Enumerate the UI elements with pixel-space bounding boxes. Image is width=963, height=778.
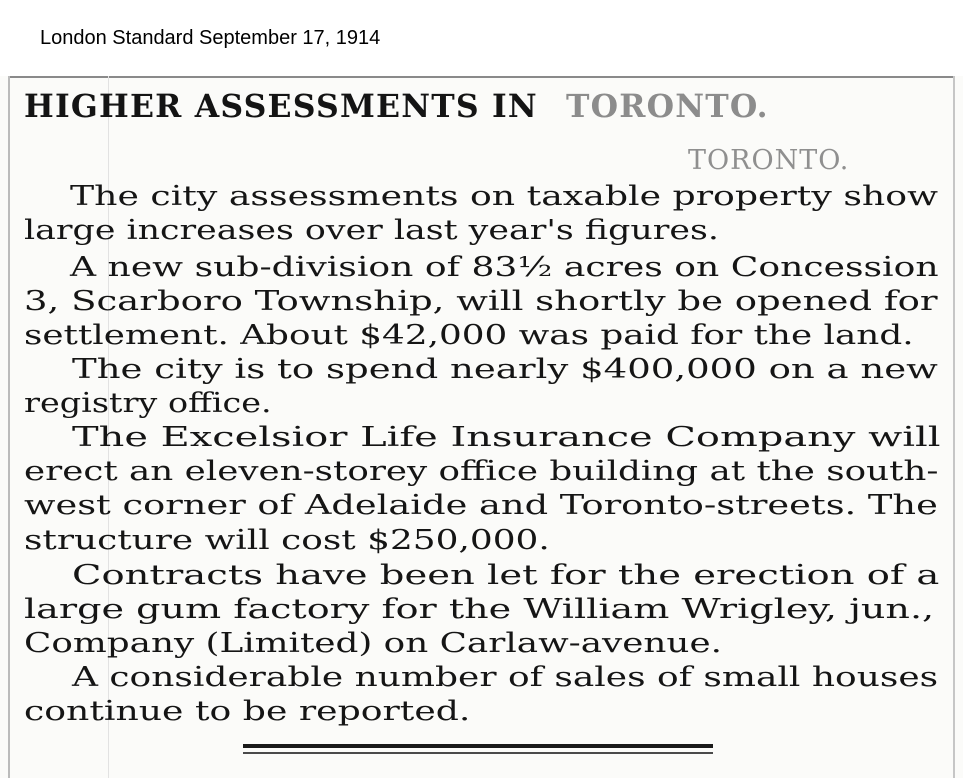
article-line: erect an eleven-storey office building at the south- <box>24 455 939 487</box>
article-line: settlement. About $42,000 was paid for the land. <box>24 319 914 351</box>
article-line: structure will cost $250,000. <box>24 524 550 556</box>
clipping-caption: London Standard September 17, 1914 <box>40 27 381 49</box>
article-headline <box>24 88 769 125</box>
article-line: west corner of Adelaide and Toronto-streets. The <box>24 489 938 521</box>
article-line: registry office. <box>24 387 272 419</box>
newspaper-clipping <box>0 76 963 778</box>
article-line: The Excelsior Life Insurance Company will <box>72 421 941 453</box>
end-rule-thin <box>243 752 713 754</box>
end-rule-thick <box>243 744 713 748</box>
article-line: A new sub-division of 83½ acres on Concession <box>70 251 939 283</box>
headline-place: TORONTO. <box>565 88 769 125</box>
article-line: 3, Scarboro Township, will shortly be opened for <box>24 285 938 317</box>
article-line: The city assessments on taxable property show <box>70 180 939 212</box>
article-line: large increases over last year's figures. <box>24 214 719 246</box>
headline-main: HIGHER ASSESSMENTS IN <box>24 88 538 125</box>
left-border <box>8 76 10 778</box>
article-line: continue to be reported. <box>24 695 471 727</box>
article-line: Company (Limited) on Carlaw-avenue. <box>24 627 722 659</box>
article-line: large gum factory for the William Wrigley, jun., <box>24 593 935 625</box>
right-border <box>953 76 955 778</box>
top-rule <box>8 76 955 78</box>
article-line: The city is to spend nearly $400,000 on a new <box>72 353 938 385</box>
article-line: Contracts have been let for the erection of a <box>72 559 940 591</box>
article-dateline: TORONTO. <box>688 145 850 176</box>
article-line: A considerable number of sales of small houses <box>72 661 939 693</box>
